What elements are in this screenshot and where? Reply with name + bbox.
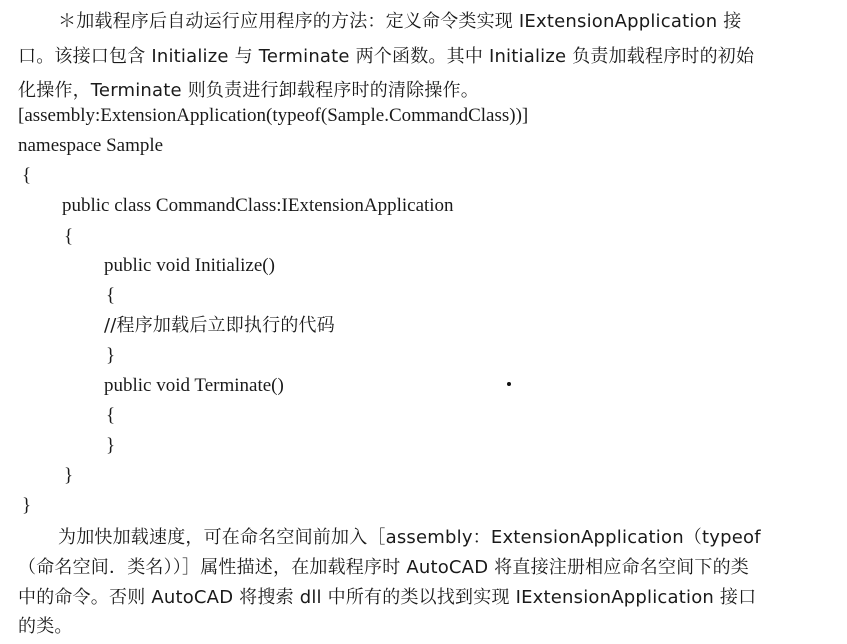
code-brace-close-terminate: }: [106, 435, 116, 456]
code-brace-open-terminate: {: [106, 405, 116, 426]
code-comment-line: //程序加载后立即执行的代码: [104, 315, 335, 336]
intro-line-1: ＊加载程序后自动运行应用程序的方法：定义命令类实现 IExtensionApplication 接: [58, 11, 742, 32]
stray-dot-mark: [507, 382, 511, 386]
outro-line-3: 中的命令。否则 AutoCAD 将搜索 dll 中所有的类以找到实现 IExtensionApplication 接口: [18, 587, 757, 608]
code-attribute-line: [assembly:ExtensionApplication(typeof(Sample.CommandClass))]: [18, 105, 529, 126]
code-brace-close-class: }: [64, 465, 74, 486]
intro-line-3: 化操作，Terminate 则负责进行卸载程序时的清除操作。: [18, 80, 479, 101]
code-brace-close-namespace: }: [22, 495, 32, 516]
code-namespace-line: namespace Sample: [18, 135, 164, 156]
code-brace-open-namespace: {: [22, 165, 32, 186]
intro-line-2: 口。该接口包含 Initialize 与 Terminate 两个函数。其中 Initialize 负责加载程序时的初始: [18, 46, 755, 67]
outro-line-2: （命名空间．类名））］属性描述，在加载程序时 AutoCAD 将直接注册相应命名空间下的类: [18, 557, 749, 578]
code-initialize-declaration: public void Initialize(): [104, 255, 275, 276]
outro-line-4: 的类。: [18, 616, 73, 637]
code-brace-close-initialize: }: [106, 345, 116, 366]
code-terminate-declaration: public void Terminate(): [104, 375, 284, 396]
code-class-declaration: public class CommandClass:IExtensionApplication: [62, 195, 454, 216]
outro-line-1: 为加快加载速度，可在命名空间前加入［assembly：ExtensionApplication（typeof: [58, 527, 761, 548]
code-brace-open-initialize: {: [106, 285, 116, 306]
code-brace-open-class: {: [64, 226, 74, 247]
